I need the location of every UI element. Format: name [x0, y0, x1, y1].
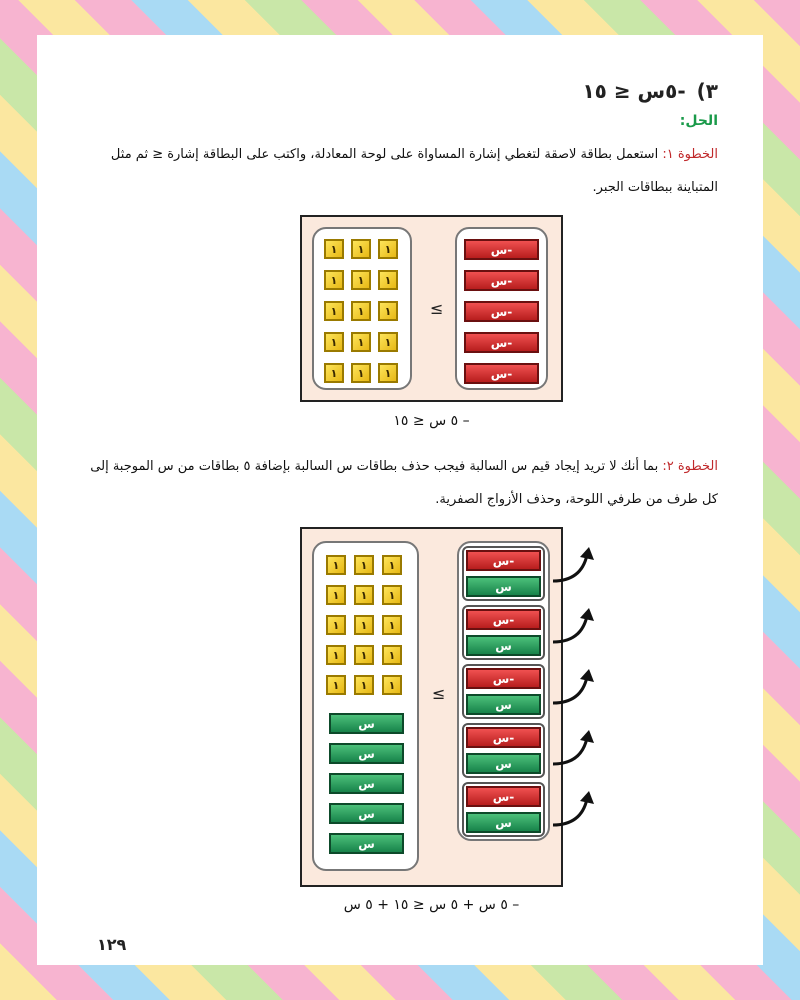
negative-x-tile: -س [464, 363, 539, 384]
step-2-text: بما أنك لا تريد إيجاد قيم س السالبة فيجب حذف بطاقات س السالبة بإضافة ٥ بطاقات من س الموجبة إلى كل طرف من طرفي اللوحة، وحذف الأزواج الصفرية. [90, 459, 718, 507]
unit-tile: ١ [354, 555, 374, 575]
positive-x-tile: س [466, 635, 541, 656]
positive-x-tile: س [466, 753, 541, 774]
unit-tile: ١ [354, 645, 374, 665]
negative-x-tile: -س [466, 786, 541, 807]
unit-tile: ١ [351, 270, 371, 290]
unit-tile: ١ [378, 270, 398, 290]
unit-tile: ١ [326, 555, 346, 575]
step-1-label: الخطوة ١: [662, 147, 718, 162]
remove-pair-arrow-icon [549, 730, 599, 770]
unit-tile: ١ [354, 615, 374, 635]
equation-board-2 [300, 527, 563, 887]
board-2-inequality-sign: ≤ [432, 684, 446, 703]
page [37, 35, 763, 965]
unit-tile: ١ [382, 615, 402, 635]
unit-tile: ١ [351, 332, 371, 352]
unit-tile: ١ [354, 585, 374, 605]
unit-tile: ١ [326, 675, 346, 695]
unit-tile: ١ [378, 239, 398, 259]
unit-tile: ١ [326, 585, 346, 605]
unit-tile: ١ [382, 645, 402, 665]
positive-x-tile: س [329, 833, 404, 854]
unit-tile: ١ [324, 332, 344, 352]
unit-tile: ١ [324, 301, 344, 321]
remove-pair-arrow-icon [549, 608, 599, 648]
board-1-caption: – ٥ س ≤ ١٥ [393, 413, 470, 429]
unit-tile: ١ [378, 332, 398, 352]
step-1-paragraph [88, 138, 718, 204]
positive-x-tile: س [329, 743, 404, 764]
page-number: ١٢٩ [97, 935, 127, 954]
positive-x-tile: س [329, 803, 404, 824]
negative-x-tile: -س [464, 301, 539, 322]
zero-pair-box [462, 546, 545, 601]
positive-x-tile: س [466, 812, 541, 833]
step-2-label: الخطوة ٢: [662, 459, 718, 474]
remove-pair-arrow-icon [549, 547, 599, 587]
board-1-inequality-sign: ≤ [430, 299, 444, 318]
negative-x-tile: -س [464, 270, 539, 291]
equation-board-1 [300, 215, 563, 402]
board-1-right-side [455, 227, 548, 390]
negative-x-tile: -س [466, 727, 541, 748]
unit-tile: ١ [326, 615, 346, 635]
step-2-paragraph [88, 450, 718, 516]
unit-tile: ١ [324, 363, 344, 383]
unit-tile: ١ [351, 301, 371, 321]
board-2-left-side [312, 541, 419, 871]
unit-tile: ١ [351, 363, 371, 383]
unit-tile: ١ [324, 239, 344, 259]
exercise-number: ٣) [696, 79, 718, 103]
board-2-caption: – ٥ س + ٥ س ≤ ١٥ + ٥ س [343, 897, 520, 913]
positive-x-tile: س [466, 694, 541, 715]
positive-x-tile: س [466, 576, 541, 597]
unit-tile: ١ [382, 585, 402, 605]
negative-x-tile: -س [464, 239, 539, 260]
unit-tile: ١ [351, 239, 371, 259]
unit-tile: ١ [354, 675, 374, 695]
exercise-expression: -٥س ≤ ١٥ [582, 79, 686, 103]
positive-x-tile: س [329, 713, 404, 734]
negative-x-tile: -س [464, 332, 539, 353]
positive-x-tile: س [329, 773, 404, 794]
negative-x-tile: -س [466, 668, 541, 689]
remove-pair-arrow-icon [549, 669, 599, 709]
negative-x-tile: -س [466, 550, 541, 571]
unit-tile: ١ [378, 363, 398, 383]
exercise-title [582, 79, 718, 103]
zero-pair-box [462, 605, 545, 660]
unit-tile: ١ [382, 675, 402, 695]
step-1-text: استعمل بطاقة لاصقة لتغطي إشارة المساواة على لوحة المعادلة، واكتب على البطاقة إشارة ≤ ثم مثل المتباينة ببطاقات الجبر. [110, 147, 718, 195]
zero-pair-box [462, 782, 545, 837]
unit-tile: ١ [382, 555, 402, 575]
zero-pair-box [462, 664, 545, 719]
zero-pair-box [462, 723, 545, 778]
unit-tile: ١ [324, 270, 344, 290]
negative-x-tile: -س [466, 609, 541, 630]
board-1-left-side [312, 227, 412, 390]
board-2-right-side [457, 541, 550, 841]
solution-label: الحل: [679, 113, 718, 129]
unit-tile: ١ [326, 645, 346, 665]
remove-pair-arrow-icon [549, 791, 599, 831]
unit-tile: ١ [378, 301, 398, 321]
